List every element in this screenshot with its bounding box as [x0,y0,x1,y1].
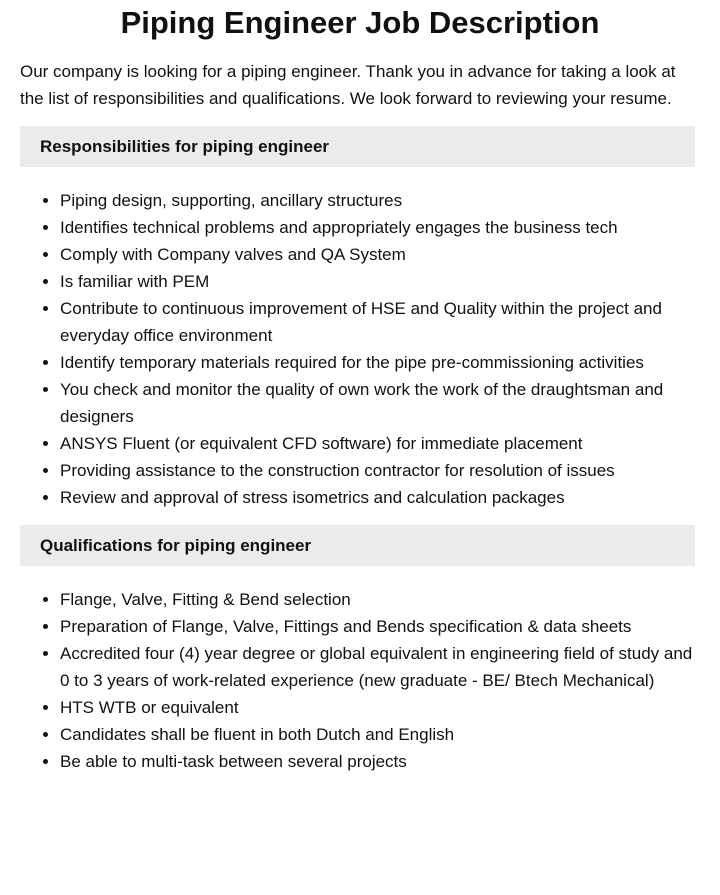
qualifications-list [20,586,700,775]
list-item: • Comply with Company valves and QA System [60,241,700,268]
list-item: • Review and approval of stress isometrics and calculation packages [60,484,700,511]
list-item: • Identify temporary materials required for the pipe pre-commissioning activities [60,349,700,376]
list-item: • Flange, Valve, Fitting & Bend selection [60,586,700,613]
responsibilities-heading: Responsibilities for piping engineer [20,126,695,167]
list-item: • Is familiar with PEM [60,268,700,295]
responsibilities-list [20,187,700,511]
list-item: • HTS WTB or equivalent [60,694,700,721]
list-item: • ANSYS Fluent (or equivalent CFD software) for immediate placement [60,430,700,457]
list-item: • Candidates shall be fluent in both Dutch and English [60,721,700,748]
list-item: • Providing assistance to the construction contractor for resolution of issues [60,457,700,484]
list-item: • Accredited four (4) year degree or global equivalent in engineering field of study and 0 to 3 years of work-related experience (new graduate - BE/ Btech Mechanical) [60,640,700,694]
intro-paragraph: Our company is looking for a piping engineer. Thank you in advance for taking a look at the list of responsibilities and qualifications. We look forward to reviewing your resume. [20,62,676,108]
list-item: • Identifies technical problems and appropriately engages the business tech [60,214,700,241]
list-item: • You check and monitor the quality of own work the work of the draughtsman and designers [60,376,700,430]
list-item: • Piping design, supporting, ancillary structures [60,187,700,214]
list-item: • Contribute to continuous improvement of HSE and Quality within the project and everyday office environment [60,295,700,349]
list-item: • Preparation of Flange, Valve, Fittings and Bends specification & data sheets [60,613,700,640]
qualifications-heading: Qualifications for piping engineer [20,525,695,566]
list-item: • Be able to multi-task between several projects [60,748,700,775]
page-title: Piping Engineer Job Description [120,5,600,40]
